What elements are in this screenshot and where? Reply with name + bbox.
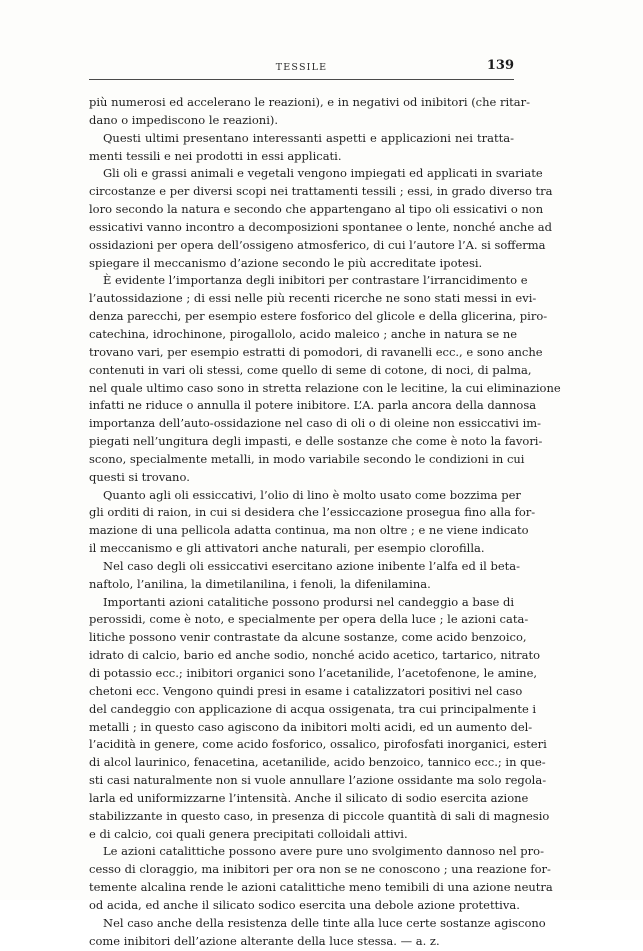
text-line: denza parecchi, per esempio estere fosforico del glicole e della glicerina, piro- xyxy=(89,309,548,324)
body-text xyxy=(89,94,561,951)
paragraph xyxy=(89,594,550,844)
text-line: gli orditi di raion, in cui si desidera che l’essiccazione prosegua fino alla for- xyxy=(89,505,536,520)
paragraph xyxy=(89,915,546,951)
text-line: come inibitori dell’azione alterante della luce stessa. — a. z. xyxy=(89,933,440,948)
paragraph xyxy=(89,843,553,914)
text-line: Importanti azioni catalitiche possono prodursi nel candeggio a base di xyxy=(103,594,514,609)
page-number: 139 xyxy=(486,58,514,73)
text-line: catechina, idrochinone, pirogallolo, acido maleico ; anche in natura se ne xyxy=(89,326,518,341)
text-line: di potassio ecc.; inibitori organici sono l’acetanilide, l’acetofenone, le amine, xyxy=(89,666,538,680)
text-line: questi si trovano. xyxy=(89,469,190,484)
page-header xyxy=(89,60,514,80)
text-line: Le azioni catalittiche possono avere pure uno svolgimento dannoso nel pro- xyxy=(103,844,544,859)
text-line: È evidente l’importanza degli inibitori per contrastare l’irrancidimento e xyxy=(103,273,528,288)
text-line: di alcol laurinico, fenacetina, acetanilide, acido benzoico, tannico ecc.; in que- xyxy=(89,755,546,770)
text-line: Questi ultimi presentano interessanti aspetti e applicazioni nei tratta- xyxy=(103,130,514,145)
text-line: naftolo, l’anilina, la dimetilanilina, i fenoli, la difenilamina. xyxy=(89,576,431,591)
text-line: trovano vari, per esempio estratti di pomodori, di ravanelli ecc., e sono anche xyxy=(89,344,543,359)
header-rule xyxy=(89,79,514,80)
paragraph xyxy=(89,130,514,166)
text-line: importanza dell’auto-ossidazione nel caso di oli o di oleine non essiccativi im- xyxy=(89,416,542,431)
text-line: dano o impediscono le reazioni). xyxy=(89,112,279,127)
text-line: cesso di cloraggio, ma inibitori per ora non se ne conoscono ; una reazione for- xyxy=(89,862,551,877)
paragraph xyxy=(89,487,536,558)
text-line: contenuti in vari oli stessi, come quello di seme di cotone, di noci, di palma, xyxy=(89,362,532,377)
text-line: temente alcalina rende le azioni catalittiche meno temibili di una azione neutra xyxy=(89,880,553,895)
text-line: Nel caso degli oli essiccativi esercitano azione inibente l’alfa ed il beta- xyxy=(103,558,521,573)
text-line: loro secondo la natura e secondo che appartengano al tipo oli essicativi o non xyxy=(89,202,544,217)
text-line: stabilizzante in questo caso, in presenza di piccole quantità di sali di magnesio xyxy=(89,808,550,823)
text-line: l’acidità in genere, come acido fosforico, ossalico, pirofosfati inorganici, esteri xyxy=(89,737,547,752)
paragraph xyxy=(89,94,531,130)
text-line: od acida, ed anche il silicato sodico esercita una debole azione protettiva. xyxy=(89,897,520,912)
text-line: spiegare il meccanismo d’azione secondo le più accreditate ipotesi. xyxy=(89,255,483,270)
paragraph xyxy=(89,165,553,272)
text-line: Nel caso anche della resistenza delle tinte alla luce certe sostanze agiscono xyxy=(103,915,546,930)
text-line: idrato di calcio, bario ed anche sodio, nonché acido acetico, tartarico, nitrato xyxy=(89,648,541,663)
text-line: metalli ; in questo caso agiscono da inibitori molti acidi, ed un aumento del- xyxy=(89,719,533,734)
text-line: nel quale ultimo caso sono in stretta relazione con le lecitine, la cui eliminazione xyxy=(89,380,561,395)
text-line: il meccanismo e gli attivatori anche naturali, per esempio clorofilla. xyxy=(89,541,485,556)
running-title: TESSILE xyxy=(275,62,328,73)
text-line: litiche possono venir contrastate da alcune sostanze, come acido benzoico, xyxy=(89,630,527,645)
text-line: essicativi vanno incontro a decomposizioni spontanee o lente, nonché anche ad xyxy=(89,219,553,234)
paragraph xyxy=(89,272,561,486)
text-line: del candeggio con applicazione di acqua ossigenata, tra cui principalmente i xyxy=(89,701,537,716)
text-line: circostanze e per diversi scopi nei trattamenti tessili ; essi, in grado diverso tra xyxy=(89,184,553,199)
text-line: più numerosi ed accelerano le reazioni), e in negativi od inibitori (che ritar- xyxy=(89,95,531,109)
text-line: sti casi naturalmente non si vuole annullare l’azione ossidante ma solo regola- xyxy=(89,773,547,788)
text-line: e di calcio, coi quali genera precipitati colloidali attivi. xyxy=(89,826,408,841)
text-line: perossidi, come è noto, e specialmente per opera della luce ; le azioni cata- xyxy=(89,612,529,627)
text-line: Quanto agli oli essiccativi, l’olio di lino è molto usato come bozzima per xyxy=(103,487,521,502)
text-line: l’autossidazione ; di essi nelle più recenti ricerche ne sono stati messi in evi- xyxy=(89,291,537,306)
text-line: infatti ne riduce o annulla il potere inibitore. L’A. parla ancora della dannosa xyxy=(89,398,537,413)
text-line: menti tessili e nei prodotti in essi applicati. xyxy=(89,148,342,163)
text-line: mazione di una pellicola adatta continua, ma non oltre ; e ne viene indicato xyxy=(89,523,529,538)
text-line: ossidazioni per opera dell’ossigeno atmosferico, di cui l’autore l’A. si sofferma xyxy=(89,237,546,252)
text-line: Gli oli e grassi animali e vegetali vengono impiegati ed applicati in svariate xyxy=(103,166,543,181)
text-line: chetoni ecc. Vengono quindi presi in esame i catalizzatori positivi nel caso xyxy=(89,683,523,698)
text-line: larla ed uniformizzarne l’intensità. Anche il silicato di sodio esercita azione xyxy=(89,790,529,805)
text-line: scono, specialmente metalli, in modo variabile secondo le condizioni in cui xyxy=(89,451,525,466)
text-line: piegati nell’ungitura degli impasti, e delle sostanze che come è noto la favori- xyxy=(89,434,543,449)
paragraph xyxy=(89,558,521,594)
